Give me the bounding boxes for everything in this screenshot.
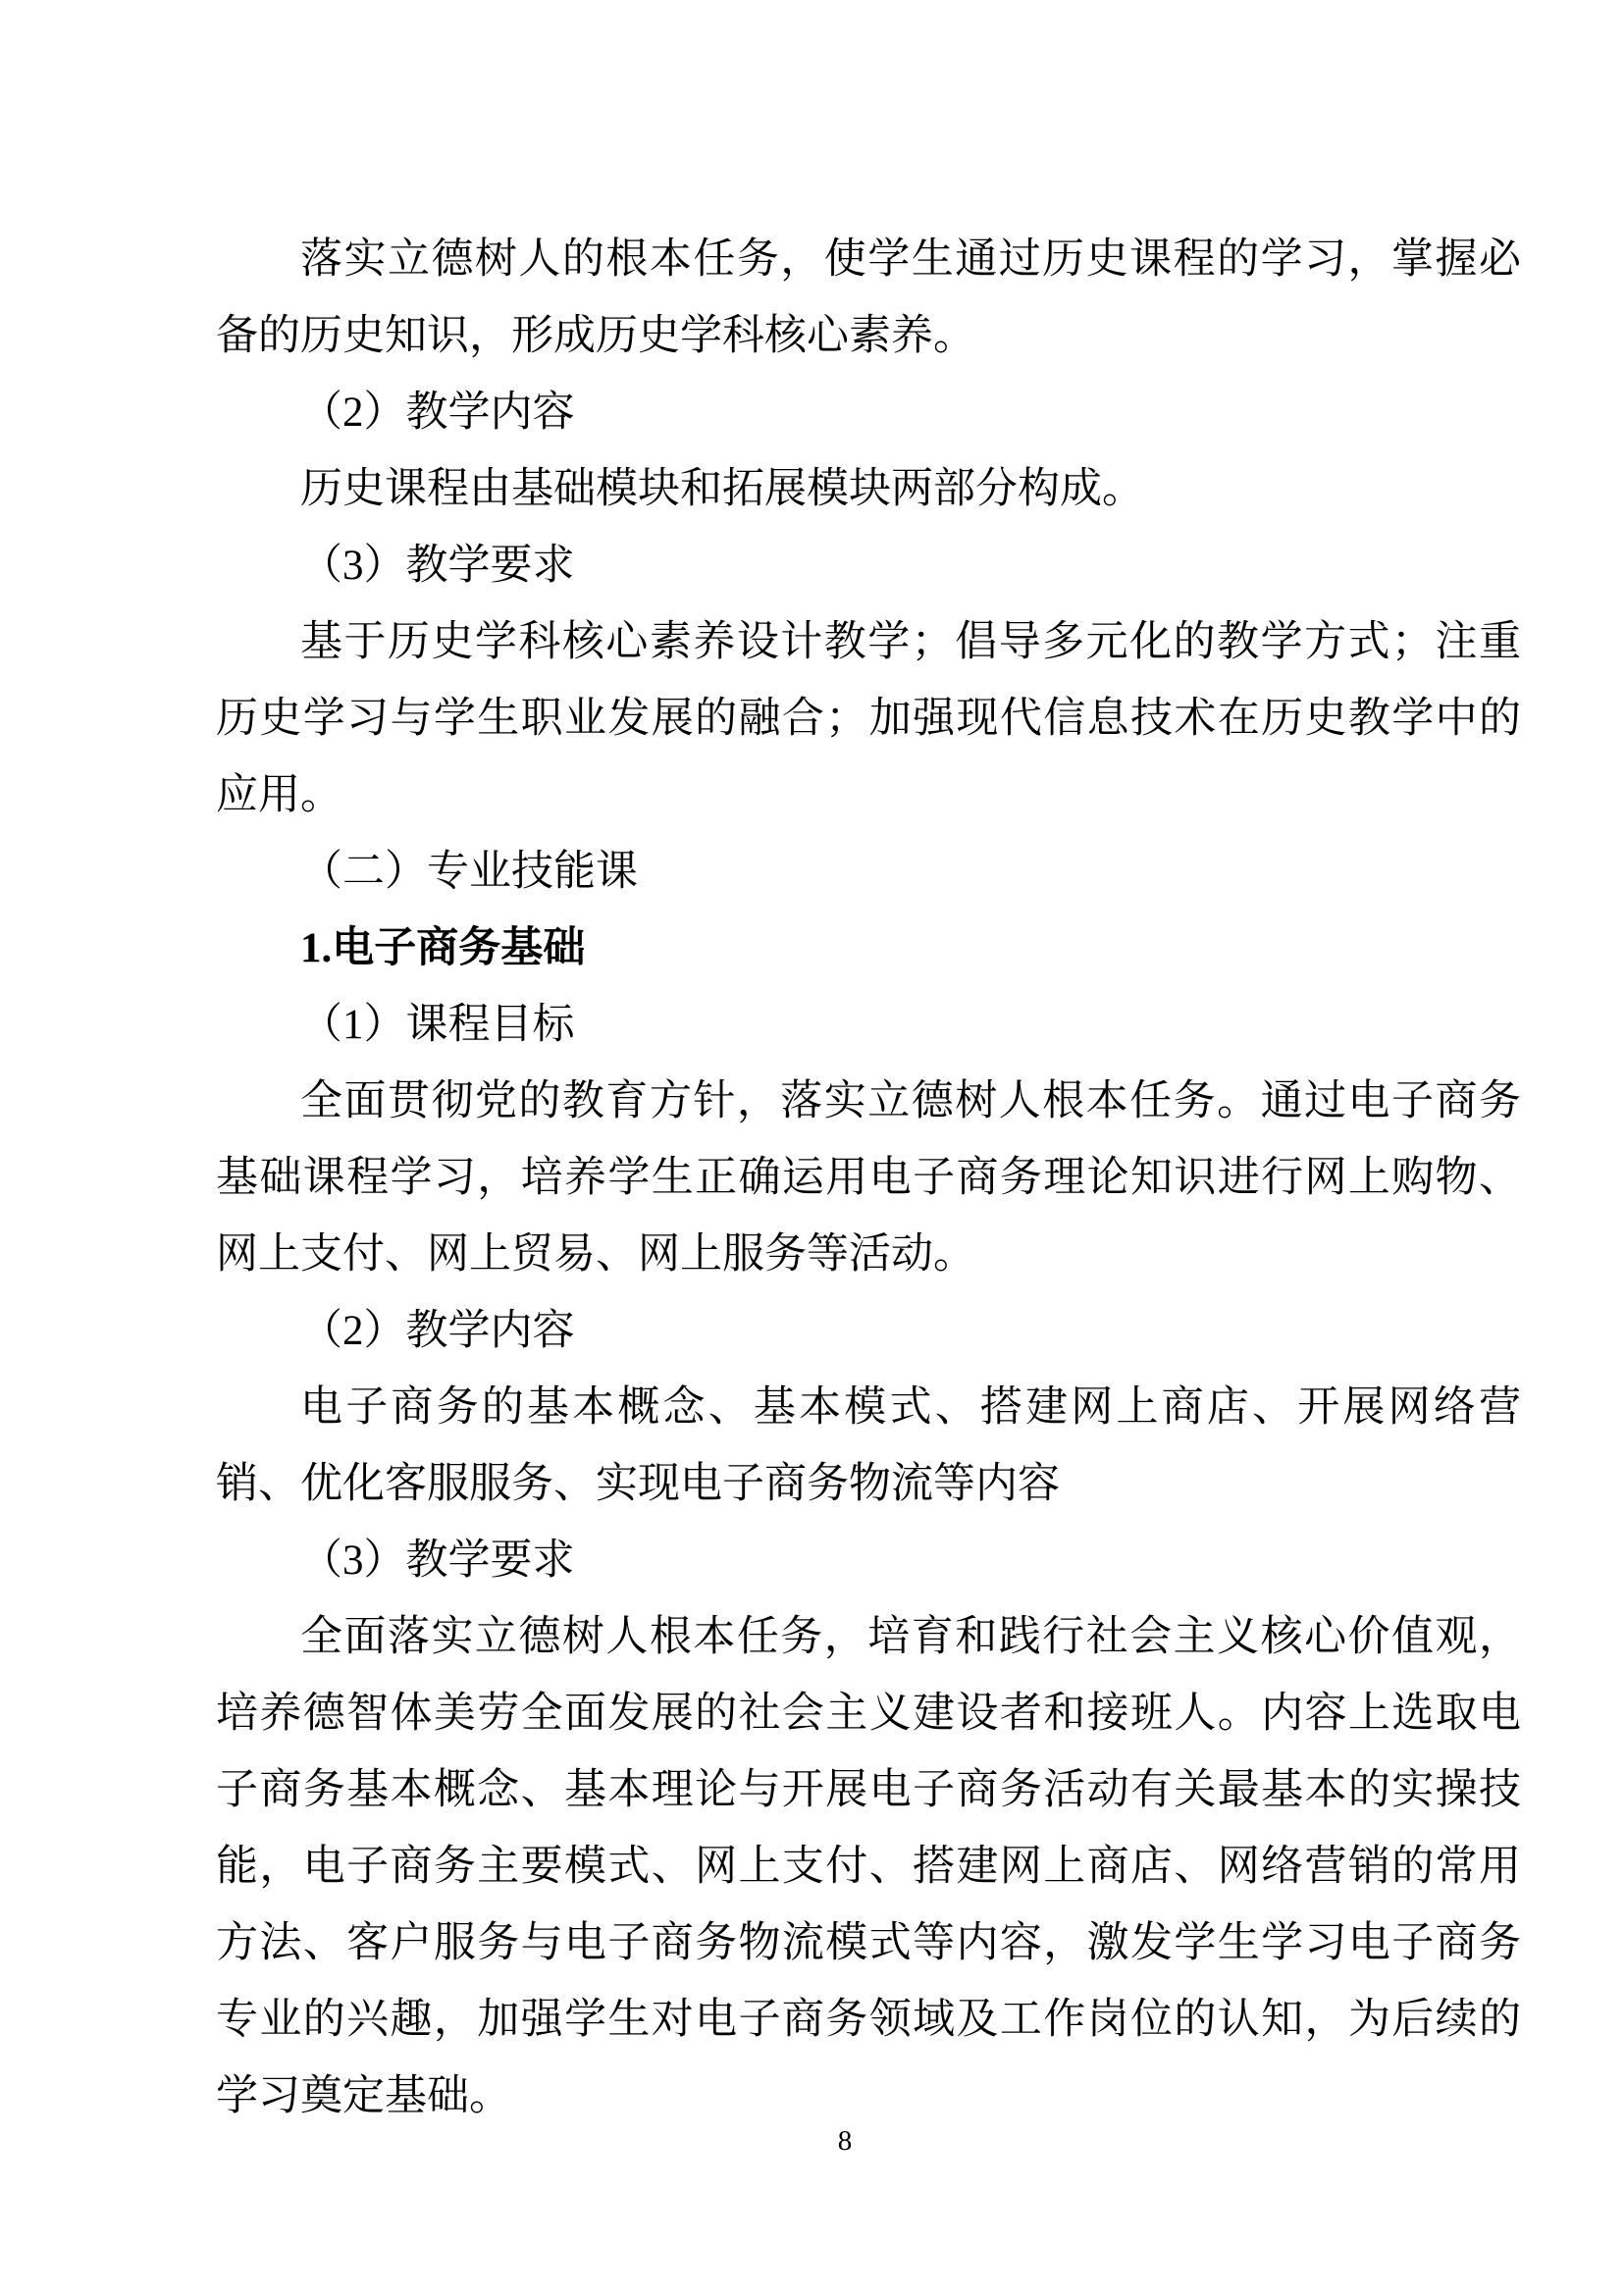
text-line: （3）教学要求 <box>300 543 575 589</box>
text-line: （二）专业技能课 <box>300 849 638 895</box>
text-line: 全面落实立德树人根本任务，培育和践行社会主义核心价值观， <box>300 1614 1521 1660</box>
text-line: 基础课程学习，培养学生正确运用电子商务理论知识进行网上购物、 <box>216 1155 1521 1201</box>
text-line: 备的历史知识，形成历史学科核心素养。 <box>216 313 975 359</box>
text-line: 培养德智体美劳全面发展的社会主义建设者和接班人。内容上选取电 <box>216 1691 1521 1737</box>
text-line: （1）课程目标 <box>300 1002 575 1048</box>
text-line: （2）教学内容 <box>300 1308 575 1354</box>
text-line: 历史学习与学生职业发展的融合；加强现代信息技术在历史教学中的 <box>216 696 1521 742</box>
text-line: 落实立德树人的根本任务，使学生通过历史课程的学习，掌握必 <box>300 236 1521 283</box>
text-line: （2）教学内容 <box>300 390 575 436</box>
text-line: 应用。 <box>216 772 342 818</box>
text-line: 子商务基本概念、基本理论与开展电子商务活动有关最基本的实操技 <box>216 1767 1521 1813</box>
text-line: 学习奠定基础。 <box>216 2073 511 2119</box>
heading-line: 1.电子商务基础 <box>300 925 586 971</box>
text-line: 基于历史学科核心素养设计教学；倡导多元化的教学方式；注重 <box>300 619 1521 665</box>
text-line: 方法、客户服务与电子商务物流模式等内容，激发学生学习电子商务 <box>216 1920 1521 1966</box>
text-line: 网上支付、网上贸易、网上服务等活动。 <box>216 1231 975 1278</box>
text-line: 能，电子商务主要模式、网上支付、搭建网上商店、网络营销的常用 <box>216 1844 1521 1890</box>
document-body <box>216 222 1521 2135</box>
page-number: 8 <box>837 2125 853 2157</box>
text-line: 电子商务的基本概念、基本模式、搭建网上商店、开展网络营 <box>300 1384 1521 1431</box>
text-line: 全面贯彻党的教育方针，落实立德树人根本任务。通过电子商务 <box>300 1078 1521 1124</box>
text-line: 销、优化客服服务、实现电子商务物流等内容 <box>216 1461 1060 1507</box>
text-line: 历史课程由基础模块和拓展模块两部分构成。 <box>300 466 1144 512</box>
text-line: （3）教学要求 <box>300 1538 575 1584</box>
text-line: 专业的兴趣，加强学生对电子商务领域及工作岗位的认知，为后续的 <box>216 1997 1521 2043</box>
